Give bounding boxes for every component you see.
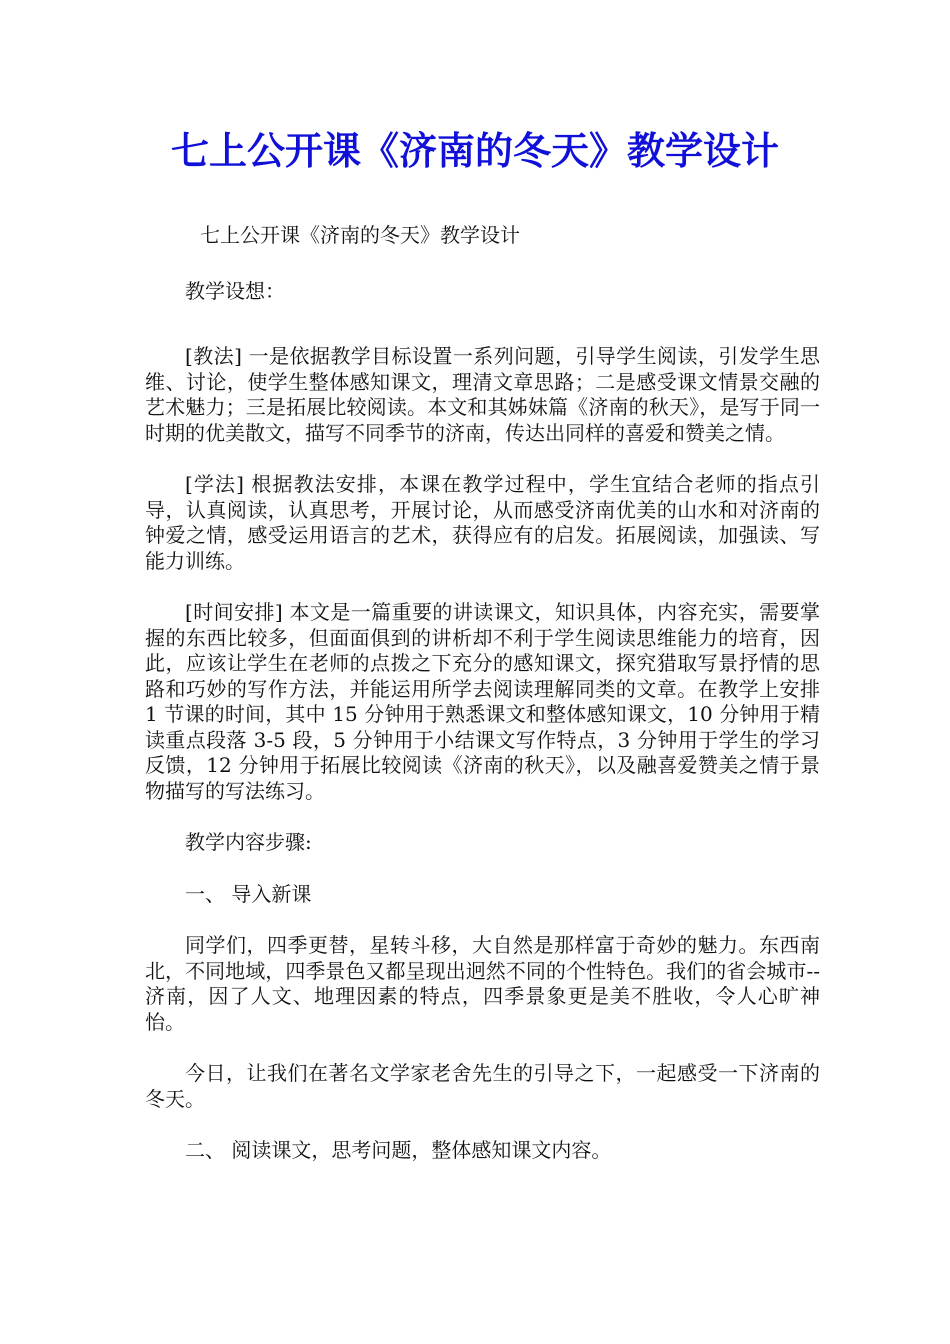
- paragraph-teaching-method: [教法] 一是依据教学目标设置一系列问题，引导学生阅读，引发学生思维、讨论，使学生整体感知课文，理清文章思路；二是感受课文情景交融的艺术魅力；三是拓展比较阅读。本文和其姊妹篇《济南的秋天》，是写于同一时期的优美散文，描写不同季节的济南，传达出同样的喜爱和赞美之情。: [145, 344, 820, 445]
- document-body: [145, 223, 820, 1190]
- document-title: 七上公开课《济南的冬天》教学设计: [170, 128, 779, 173]
- paragraph-teaching-idea: 教学设想：: [185, 278, 285, 303]
- paragraph-introduction: 同学们，四季更替，星转斗移，大自然是那样富于奇妙的魅力。东西南北，不同地域，四季景色又都呈现出迥然不同的个性特色。我们的省会城市--济南，因了人文、地理因素的特点，四季景象更是美不胜收，令人心旷神怡。: [145, 933, 820, 1034]
- paragraph-learning-method: [学法] 根据教法安排，本课在教学过程中，学生宜结合老师的指点引导，认真阅读，认真思考，开展讨论，从而感受济南优美的山水和对济南的钟爱之情，感受运用语言的艺术，获得应有的启发。拓展阅读，加强读、写能力训练。: [145, 472, 820, 573]
- paragraph-steps-heading: 教学内容步骤:: [185, 830, 312, 854]
- document-subtitle: 七上公开课《济南的冬天》教学设计: [200, 223, 520, 247]
- paragraph-today: 今日，让我们在著名文学家老舍先生的引导之下，一起感受一下济南的冬天。: [145, 1061, 820, 1111]
- paragraph-step-two: 二、 阅读课文，思考问题，整体感知课文内容。: [185, 1138, 612, 1162]
- paragraph-time-arrangement: [时间安排] 本文是一篇重要的讲读课文，知识具体，内容充实，需要掌握的东西比较多，但面面俱到的讲析却不利于学生阅读思维能力的培育，因此，应该让学生在老师的点拨之下充分的感知课文，探究猎取写景抒情的思路和巧妙的写作方法，并能运用所学去阅读理解同类的文章。在教学上安排 1 节课的时间，其中 15 分钟用于熟悉课文和整体感知课文，10 分钟用于精读重点段落 3-5 段，5 分钟用于小结课文写作特点，3 分钟用于学生的学习反馈，12 分钟用于拓展比较阅读《济南的秋天》，以及融喜爱赞美之情于景物描写的写法练习。: [145, 600, 820, 803]
- paragraph-step-one: 一、 导入新课: [185, 881, 312, 906]
